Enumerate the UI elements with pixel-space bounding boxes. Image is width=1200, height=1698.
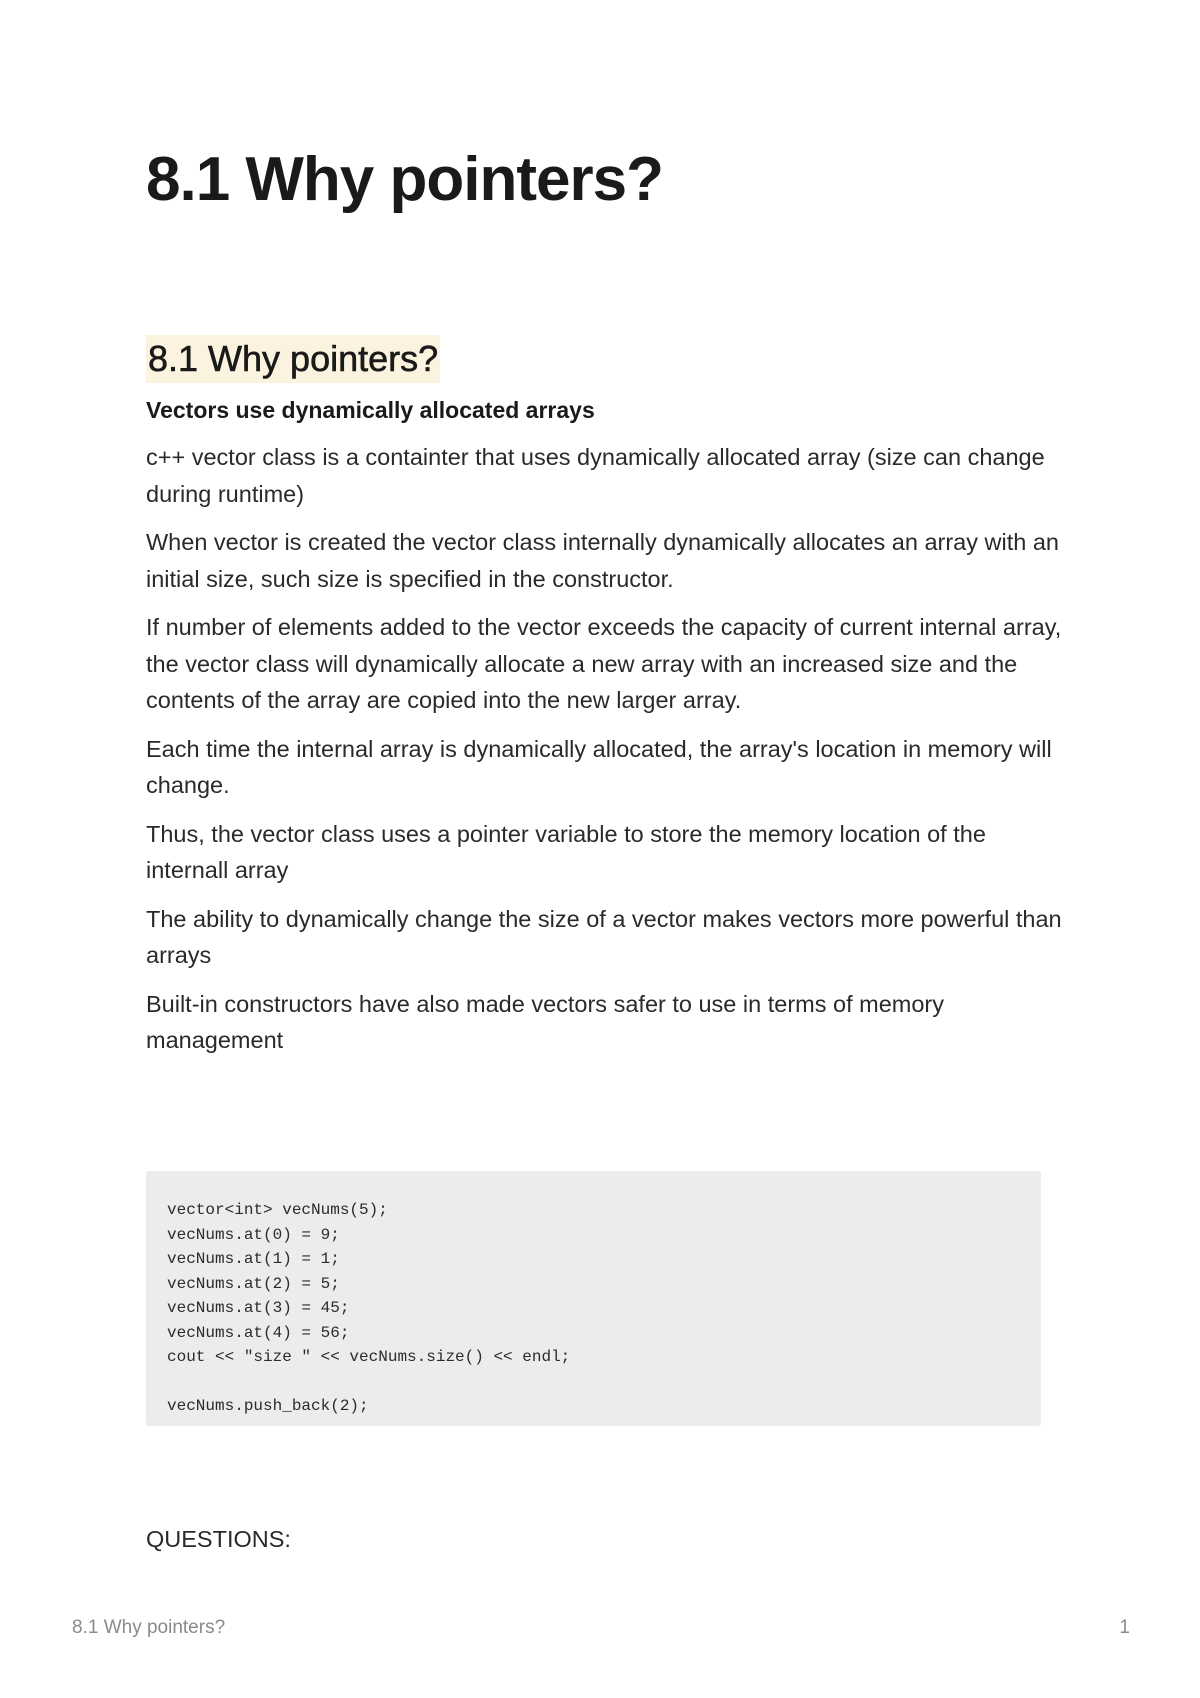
paragraph: When vector is created the vector class internally dynamically allocates an array with an initial size, such size is specified in the constructor. xyxy=(146,529,1059,592)
code-line: vecNums.at(2) = 5; xyxy=(167,1274,340,1293)
paragraph: Built-in constructors have also made vectors safer to use in terms of memory management xyxy=(146,990,945,1053)
code-line xyxy=(167,1370,1041,1395)
code-line: vecNums.at(0) = 9; xyxy=(167,1225,340,1244)
paragraph: c++ vector class is a containter that uses dynamically allocated array (size can change during runtime) xyxy=(146,444,1045,507)
code-line: vecNums.push_back(2); xyxy=(167,1397,369,1415)
code-line: vecNums.at(4) = 56; xyxy=(167,1323,350,1342)
questions-label: QUESTIONS: xyxy=(146,1526,291,1552)
section-subheading: Vectors use dynamically allocated arrays xyxy=(146,397,595,423)
code-line: vecNums.at(1) = 1; xyxy=(167,1250,340,1268)
code-line: vecNums.at(3) = 45; xyxy=(167,1299,350,1317)
section-body xyxy=(146,393,1062,1071)
code-line: vector<int> vecNums(5); xyxy=(167,1201,388,1219)
paragraph: Thus, the vector class uses a pointer variable to store the memory location of the internall array xyxy=(146,820,986,883)
paragraph: Each time the internal array is dynamically allocated, the array's location in memory will change. xyxy=(146,735,1052,798)
code-line: cout << "size " << vecNums.size() << endl; xyxy=(167,1348,571,1366)
paragraph: The ability to dynamically change the size of a vector makes vectors more powerful than arrays xyxy=(146,905,1062,968)
code-block xyxy=(146,1171,1041,1426)
footer-title: 8.1 Why pointers? xyxy=(72,1617,226,1638)
page-number: 1 xyxy=(1119,1617,1130,1638)
page-title: 8.1 Why pointers? xyxy=(146,145,663,214)
paragraph: If number of elements added to the vector exceeds the capacity of current internal array, the vector class will dynamically allocate a new array with an increased size and the contents of the array are copied into the new larger array. xyxy=(146,614,1062,713)
section-heading: 8.1 Why pointers? xyxy=(146,335,440,383)
